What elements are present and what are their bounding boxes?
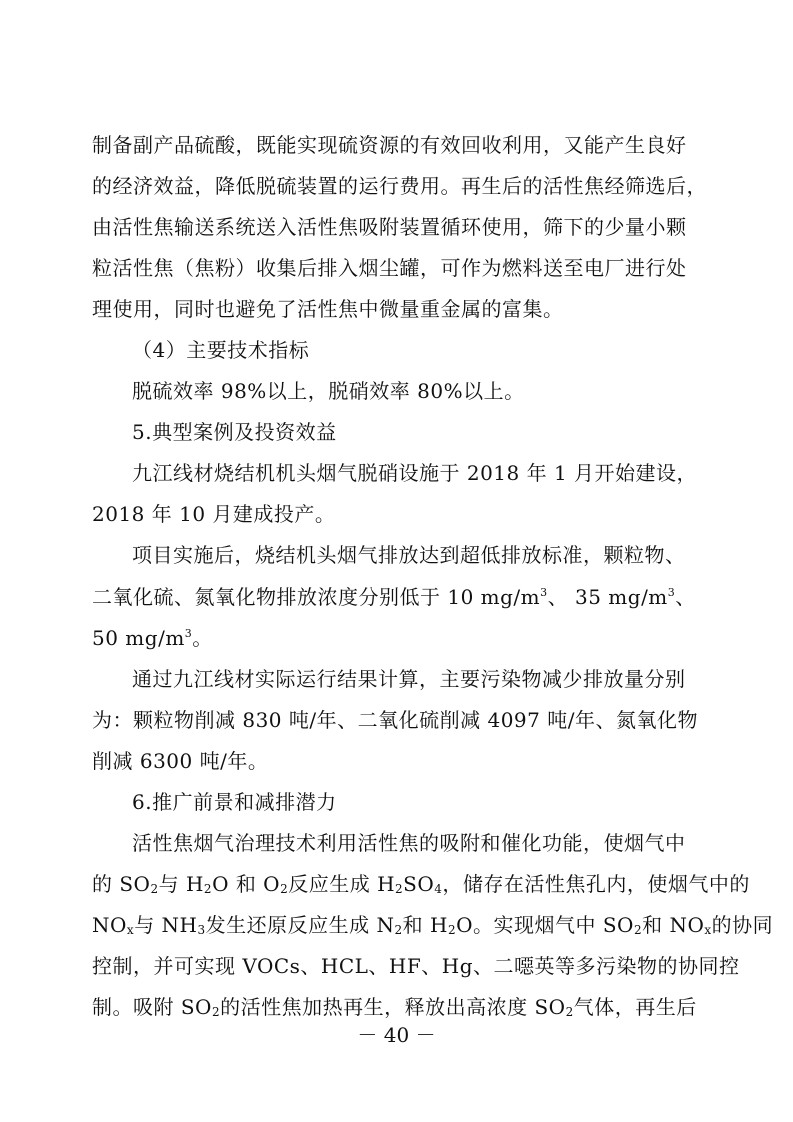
text-run: 的活性焦加热再生，释放出高浓度 SO [220,995,566,1019]
subscript: 2 [633,923,643,937]
body-text-line: 削减 6300 吨/年。 [92,749,269,773]
text-run: 、 35 mg/m [547,585,668,609]
text-run: 与 NH [134,913,198,937]
body-text-line [92,910,774,940]
body-text-line: 的经济效益，降低脱硫装置的运行费用。再生后的活性焦经筛选后， [92,174,707,198]
subscript: 2 [395,882,404,896]
text-run: 发生还原反应生成 N [205,913,395,937]
body-text-line: 制备副产品硫酸，既能实现硫资源的有效回收利用，又能产生良好 [92,133,687,157]
text-run: 制。吸附 SO [92,995,212,1019]
text-run: 与 H [158,872,204,896]
text-run: 和 NO [642,913,705,937]
body-text-line [92,582,712,612]
text-run: 50 mg/m [92,626,185,650]
subscript: x [704,923,712,937]
superscript: 3 [540,586,548,599]
body-text-line: 理使用，同时也避免了活性焦中微量重金属的富集。 [92,297,564,321]
text-run: O。实现烟气中 SO [456,913,634,937]
body-text-line: 控制，并可实现 VOCs、HCL、HF、Hg、二噁英等多污染物的协同控 [92,954,740,978]
body-text-line: 九江线材烧结机机头烟气脱硝设施于 2018 年 1 月开始建设， [132,461,698,485]
section-heading: 5.典型案例及投资效益 [132,420,337,444]
body-text-line: 由活性焦输送系统送入活性焦吸附装置循环使用，筛下的少量小颗 [92,215,687,239]
subscript: 2 [280,882,289,896]
superscript: 3 [667,586,676,599]
section-heading: 6.推广前景和减排潜力 [132,790,337,814]
text-run: O 和 O [212,872,281,896]
text-run: 的协同 [711,913,774,937]
subscript: 4 [434,882,443,896]
subscript: 3 [197,923,206,937]
body-text-line [92,992,712,1022]
subscript: 2 [394,923,403,937]
text-run: 的 SO [92,872,151,896]
body-text-line: 活性焦烟气治理技术利用活性焦的吸附和催化功能，使烟气中 [132,831,686,855]
body-text-line: 脱硫效率 98%以上，脱硝效率 80%以上。 [132,379,525,403]
subscript: 2 [565,1005,574,1019]
text-run: SO [403,872,435,896]
subscript: 2 [447,923,457,937]
text-run: 和 H [402,913,448,937]
section-heading: （4）主要技术指标 [132,338,310,362]
body-text-line [92,869,750,899]
body-text-line: 粒活性焦（焦粉）收集后排入烟尘罐，可作为燃料送至电厂进行处 [92,256,687,280]
text-run: ，储存在活性焦孔内，使烟气中的 [442,872,750,896]
page-number: － 40 － [357,1023,436,1047]
body-text-line: 通过九江线材实际运行结果计算，主要污染物减少排放量分别 [132,667,686,691]
text-run: 。 [192,626,213,650]
body-text-line: 2018 年 10 月建成投产。 [92,502,336,526]
subscript: 2 [211,1005,221,1019]
text-run: 、 [675,585,696,609]
body-text-line: 为：颗粒物削减 830 吨/年、二氧化硫削减 4097 吨/年、氮氧化物 [92,708,698,732]
subscript: 2 [150,882,159,896]
subscript: x [126,923,135,937]
text-run: 气体，再生后 [573,995,697,1019]
text-run: 反应生成 H [288,872,396,896]
body-text-line [92,623,712,653]
text-run: NO [92,913,127,937]
subscript: 2 [203,882,213,896]
body-text-line: 项目实施后，烧结机头烟气排放达到超低排放标准，颗粒物、 [132,543,686,567]
superscript: 3 [184,627,193,640]
text-run: 二氧化硫、氮氧化物排放浓度分别低于 10 mg/m [92,585,541,609]
